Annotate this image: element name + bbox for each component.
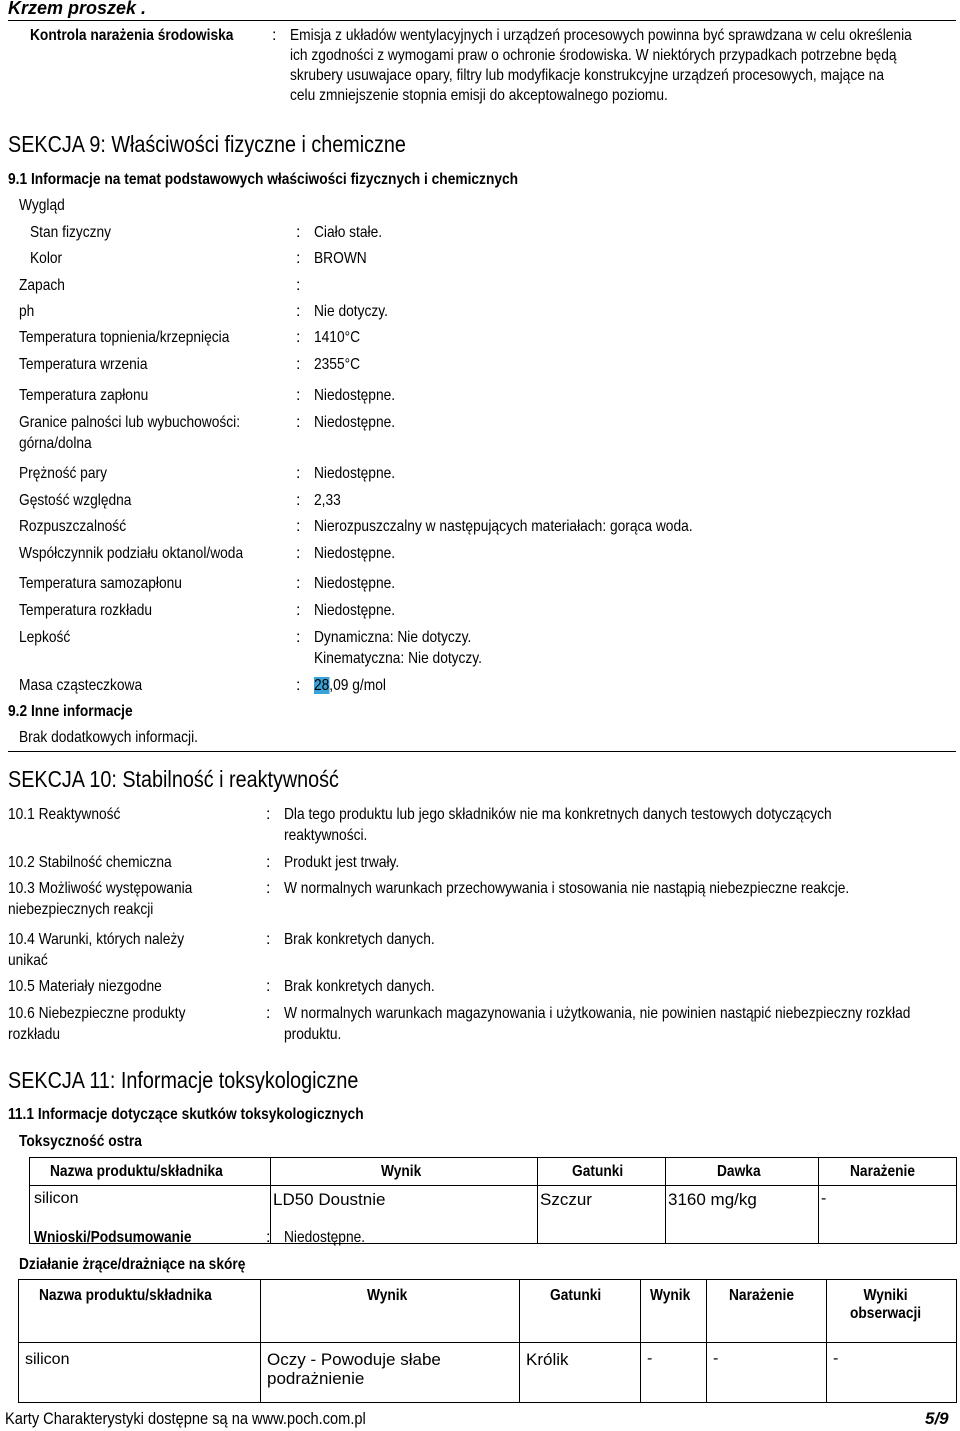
- table-cell: Oczy - Powoduje słabe podrażnienie: [267, 1350, 441, 1388]
- stability-label: 10.4 Warunki, których należy: [8, 931, 185, 948]
- colon: :: [296, 465, 301, 482]
- property-value: 2355°C: [314, 356, 361, 373]
- stability-value: Brak konkretych danych.: [284, 978, 435, 995]
- section-11-1-heading: 11.1 Informacje dotyczące skutków toksykologicznych: [8, 1106, 364, 1123]
- property-value: BROWN: [314, 250, 367, 267]
- stability-label: 10.2 Stabilność chemiczna: [8, 854, 172, 871]
- table-cell: 3160 mg/kg: [668, 1190, 757, 1209]
- property-label: Rozpuszczalność: [19, 518, 127, 535]
- section-rule: [8, 751, 956, 752]
- property-label: Stan fizyczny: [30, 224, 112, 241]
- table-cell: -: [821, 1190, 827, 1207]
- property-value-rest: ,09 g/mol: [329, 677, 386, 694]
- table-cell: LD50 Doustnie: [273, 1190, 386, 1209]
- colon: :: [266, 854, 271, 871]
- column-header: Narażenie: [728, 1287, 794, 1304]
- property-value: 1410°C: [314, 329, 361, 346]
- section-11-title: SEKCJA 11: Informacje toksykologiczne: [8, 1067, 359, 1093]
- colon: :: [266, 1229, 271, 1246]
- stability-value: Produkt jest trwały.: [284, 854, 400, 871]
- column-header: Wyniki obserwacji: [850, 1287, 922, 1322]
- section-9-title: SEKCJA 9: Właściwości fizyczne i chemiczne: [8, 131, 406, 157]
- stability-label: 10.1 Reaktywność: [8, 806, 121, 823]
- property-label: Masa cząsteczkowa: [19, 677, 143, 694]
- column-header: Narażenie: [849, 1163, 915, 1180]
- colon: :: [266, 1005, 271, 1022]
- column-header: Dawka: [716, 1163, 761, 1180]
- property-label: Współczynnik podziału oktanol/woda: [19, 545, 244, 562]
- property-label: Temperatura samozapłonu: [19, 575, 182, 592]
- stability-label: 10.6 Niebezpieczne produkty: [8, 1005, 186, 1022]
- stability-value: W normalnych warunkach magazynowania i użytkowania, nie powinien nastąpić niebezpieczny rozkład: [284, 1005, 911, 1022]
- stability-label: 10.3 Możliwość występowania: [8, 880, 193, 897]
- property-value: [314, 676, 386, 696]
- stability-value-line2: produktu.: [284, 1026, 342, 1043]
- property-value: Niedostępne.: [314, 414, 396, 431]
- stability-label-line2: unikać: [8, 952, 48, 969]
- property-label: Lepkość: [19, 629, 71, 646]
- appearance-heading: Wygląd: [19, 197, 65, 214]
- colon: :: [296, 224, 301, 241]
- table-cell: -: [713, 1350, 719, 1367]
- table-row: [19, 1343, 957, 1403]
- stability-label-line2: rozkładu: [8, 1026, 61, 1043]
- column-header: Wynik: [650, 1287, 691, 1304]
- column-header: Nazwa produktu/składnika: [49, 1163, 223, 1180]
- property-value: Niedostępne.: [314, 387, 396, 404]
- property-value: Niedostępne.: [314, 465, 396, 482]
- exposure-control-text: [290, 26, 912, 106]
- colon: :: [296, 492, 301, 509]
- property-label: Zapach: [19, 277, 65, 294]
- property-value: Niedostępne.: [314, 575, 396, 592]
- page-number: 5/9: [925, 1409, 949, 1428]
- text-highlight: 28: [314, 677, 330, 694]
- colon: :: [296, 629, 301, 646]
- column-header: Wynik: [366, 1287, 407, 1304]
- property-value: Dynamiczna: Nie dotyczy.: [314, 629, 472, 646]
- colon: :: [296, 677, 301, 694]
- other-information: Brak dodatkowych informacji.: [19, 729, 198, 746]
- skin-corrosion-table: [18, 1279, 957, 1403]
- colon: :: [296, 602, 301, 619]
- section-10-title: SEKCJA 10: Stabilność i reaktywność: [8, 766, 339, 792]
- colon: :: [296, 356, 301, 373]
- property-label: Kolor: [30, 250, 63, 267]
- colon: :: [266, 880, 271, 897]
- stability-label-line2: niebezpiecznych reakcji: [8, 901, 154, 918]
- exposure-line: skrubery usuwajace opary, filtry lub modyfikacje konstrukcyjne urządzeń procesowych, mające na: [290, 67, 884, 84]
- colon: :: [296, 414, 301, 431]
- property-value: Nierozpuszczalny w następujących materiałach: gorąca woda.: [314, 518, 693, 535]
- property-label: Gęstość względna: [19, 492, 132, 509]
- property-value: Ciało stałe.: [314, 224, 383, 241]
- property-label: ph: [19, 303, 35, 320]
- property-label: Prężność pary: [19, 465, 107, 482]
- colon: :: [296, 277, 301, 294]
- colon: :: [296, 575, 301, 592]
- colon: :: [296, 387, 301, 404]
- colon: :: [266, 978, 271, 995]
- table-cell: Szczur: [540, 1190, 592, 1209]
- colon: :: [296, 303, 301, 320]
- table-header-row: [19, 1280, 957, 1343]
- column-header: Gatunki: [571, 1163, 623, 1180]
- table-cell: silicon: [25, 1351, 70, 1368]
- exposure-line: Emisja z układów wentylacyjnych i urządzeń procesowych powinna być sprawdzana w celu określenia: [290, 27, 912, 44]
- column-header: Wynik: [380, 1163, 421, 1180]
- section-9-1-heading: 9.1 Informacje na temat podstawowych właściwości fizycznych i chemicznych: [8, 171, 519, 188]
- stability-value: Brak konkretych danych.: [284, 931, 435, 948]
- conclusions-label: Wnioski/Podsumowanie: [34, 1229, 192, 1246]
- table-cell: -: [833, 1350, 839, 1367]
- property-label: Temperatura topnienia/krzepnięcia: [19, 329, 230, 346]
- table-cell: -: [647, 1350, 653, 1367]
- colon: :: [272, 27, 277, 44]
- footer-text: Karty Charakterystyki dostępne są na www.poch.com.pl: [5, 1409, 366, 1428]
- section-9-2-heading: 9.2 Inne informacje: [8, 703, 133, 720]
- colon: :: [266, 931, 271, 948]
- property-value: Niedostępne.: [314, 602, 396, 619]
- stability-value: W normalnych warunkach przechowywania i stosowania nie nastąpią niebezpieczne reakcje.: [284, 880, 850, 897]
- colon: :: [296, 250, 301, 267]
- exposure-control-label: Kontrola narażenia środowiska: [30, 27, 234, 44]
- colon: :: [266, 806, 271, 823]
- conclusions-value: Niedostępne.: [284, 1229, 366, 1246]
- property-value: 2,33: [314, 492, 341, 509]
- acute-toxicity-heading: Toksyczność ostra: [19, 1133, 142, 1150]
- exposure-line: ich zgodności z wymogami praw o ochronie środowiska. W niektórych przypadkach potrzebne będą: [290, 47, 897, 64]
- stability-value-line2: reaktywności.: [284, 827, 368, 844]
- product-name: Krzem proszek .: [8, 0, 147, 18]
- stability-label: 10.5 Materiały niezgodne: [8, 978, 162, 995]
- property-value: Niedostępne.: [314, 545, 396, 562]
- table-header-row: [30, 1158, 957, 1186]
- colon: :: [296, 329, 301, 346]
- property-label: Temperatura zapłonu: [19, 387, 149, 404]
- stability-value: Dla tego produktu lub jego składników nie ma konkretnych danych testowych dotyczących: [284, 806, 832, 823]
- property-label: Temperatura wrzenia: [19, 356, 148, 373]
- property-label: Granice palności lub wybuchowości:: [19, 414, 241, 431]
- exposure-line: celu zmniejszenie stopnia emisji do akceptowalnego poziomu.: [290, 87, 668, 104]
- column-header: Nazwa produktu/składnika: [39, 1287, 212, 1304]
- skin-corrosion-heading: Działanie żrące/drażniące na skórę: [19, 1256, 246, 1273]
- property-value: Nie dotyczy.: [314, 303, 388, 320]
- property-label-line2: górna/dolna: [19, 435, 92, 452]
- colon: :: [296, 518, 301, 535]
- colon: :: [296, 545, 301, 562]
- table-cell: Królik: [526, 1350, 569, 1369]
- table-cell: silicon: [34, 1190, 79, 1207]
- column-header: Gatunki: [550, 1287, 602, 1304]
- property-value-line2: Kinematyczna: Nie dotyczy.: [314, 650, 482, 667]
- property-label: Temperatura rozkładu: [19, 602, 153, 619]
- header-rule: [8, 20, 956, 21]
